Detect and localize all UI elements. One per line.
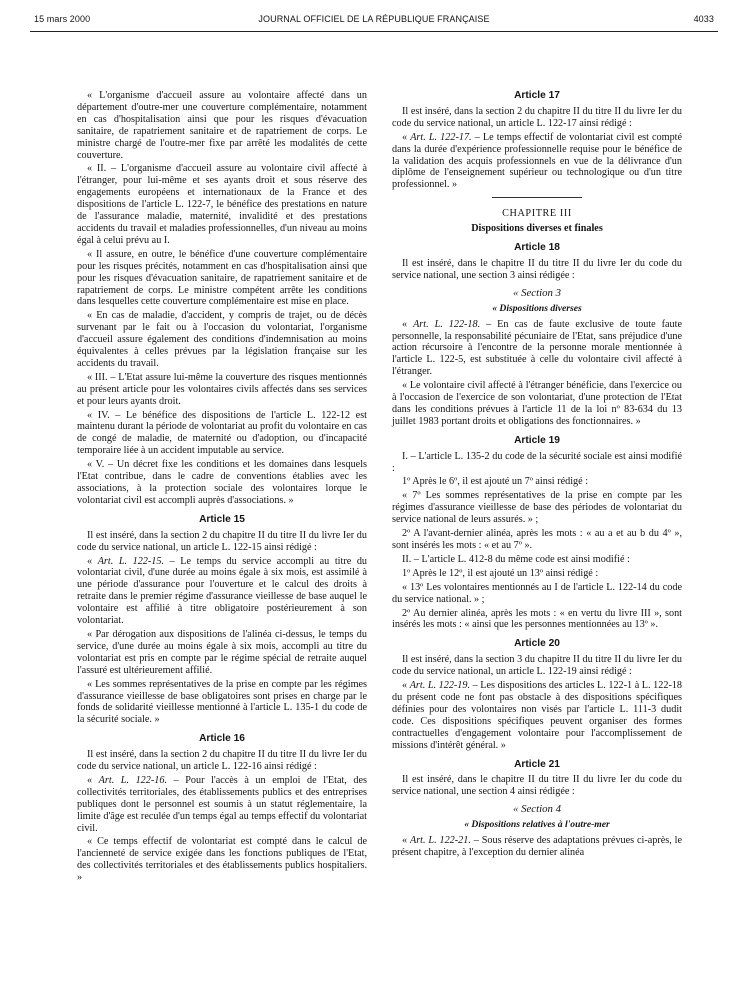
article-19-heading: Article 19 xyxy=(514,434,560,446)
paragraph-text: – Le temps du service accompli au titre du volontariat civil, d'une durée au moins égale à six mois, est assimilé à une période d'assurance pour l'ouverture et le calcul des droits à retraite dans le premier régime d'assurance vieillesse de base auquel le volontaire est affilié à titre obligatoire postérieurement à son volontariat. xyxy=(77,555,368,627)
article-reference: Art. L. 122-15. xyxy=(97,555,165,567)
article-16-heading: Article 16 xyxy=(199,733,245,745)
paragraph: II. – L'article L. 412-8 du même code est ainsi modifié : xyxy=(402,553,630,565)
article-reference: Art. L. 122-19. xyxy=(409,680,471,692)
paragraph: « Ce temps effectif de volontariat est compté dans le calcul de l'ancienneté de service exigée dans les fonctions publiques de l'Etat, des collectivités territoriales et des établissements publics hospitaliers. » xyxy=(77,836,367,884)
article-reference: Art. L. 122-16. xyxy=(98,774,167,786)
header-date: 15 mars 2000 xyxy=(34,14,91,24)
section-3-title: « Section 3 xyxy=(513,286,561,299)
paragraph: 1º Après le 12º, il est ajouté un 13º ainsi rédigé : xyxy=(402,567,599,579)
chapter-subtitle: Dispositions diverses et finales xyxy=(471,223,603,235)
paragraph: « III. – L'Etat assure lui-même la couverture des risques mentionnés au présent article pour les volontaires civils affectés dans ses services et pour leurs ayants droit. xyxy=(77,371,367,407)
left-column xyxy=(77,90,367,886)
paragraph: « 7º Les sommes représentatives de la prise en compte par les régimes d'assurance vieillesse de base des périodes de volontariat du service national de leurs assurés. » ; xyxy=(392,490,682,526)
paragraph: « 13º Les volontaires mentionnés au I de l'article L. 122-14 du code du service national. » ; xyxy=(392,581,682,605)
article-reference: Art. L. 122-21. xyxy=(409,835,471,847)
paragraph: « Il assure, en outre, le bénéfice d'une couverture complémentaire pour les risques précités, notamment en cas d'hospitalisation ainsi que pour les risques d'évacuation sanitaire, de rapatriement sanitaire et de rapatriement de corps. Le ministre compétent arrête les conditions dans lesquelles cette couverture complémentaire est mise en place. xyxy=(77,248,367,308)
paragraph: Il est inséré, dans la section 2 du chapitre II du titre II du livre Ier du code du service national, un article L. 122-15 ainsi rédigé : xyxy=(77,529,367,553)
paragraph: « Art. L. 122-18. – En cas de faute exclusive de toute faute personnelle, la responsabilité pécuniaire de l'Etat, sans préjudice d'une action récursoire à l'encontre de la personne morale mentionnée à l'article L. 122-5, est substituée à celle du volontaire civil affecté à l'étranger. xyxy=(392,318,683,378)
paragraph: « Art. L. 122-17. – Le temps effectif de volontariat civil est compté dans la durée d'expérience professionnelle requise pour le bénéfice de la validation des acquis professionnels en vue de la délivrance d'un diplôme de l'enseignement supérieur ou technologique ou d'un titre professionnel. » xyxy=(392,131,683,191)
paragraph-text: – Les dispositions des articles L. 122-1 à L. 122-18 du présent code ne font pas obstacle à des dispositions spécifiques définies pour des volontaires non visés par l'article L. 111-3 dudit code. Ces dispositions spécifiques peuvent organiser des formes contractuelles d'engagement volontaire pour l'accomplissement de missions d'intérêt général. » xyxy=(392,680,683,751)
paragraph: Il est inséré, dans le chapitre II du titre II du livre Ier du code du service national, une section 4 ainsi rédigée : xyxy=(392,774,682,798)
page-header xyxy=(0,14,748,30)
paragraph-text: – En cas de faute exclusive de toute faute personnelle, la responsabilité pécuniaire de l'Etat, sans préjudice d'une action récursoire à l'encontre de la personne morale mentionnée à l'article L. 122-5, est substituée à celle du volontaire civil affecté à l'étranger. xyxy=(392,318,683,378)
paragraph: Il est inséré, dans la section 2 du chapitre II du titre II du livre Ier du code du service national, un article L. 122-17 ainsi rédigé : xyxy=(392,105,682,129)
paragraph: Il est inséré, dans le chapitre II du titre II du livre Ier du code du service national, une section 3 ainsi rédigée : xyxy=(392,257,682,281)
header-page-number: 4033 xyxy=(693,14,714,24)
article-18-heading: Article 18 xyxy=(514,242,560,254)
chapter-title: CHAPITRE III xyxy=(502,208,572,220)
paragraph: « Par dérogation aux dispositions de l'alinéa ci-dessus, le temps du service, d'une durée au moins égale à six mois, accompli au titre du volontariat est pris en compte par le régime spécial de retraite auquel l'assuré est ultérieurement affilié. xyxy=(77,628,367,676)
paragraph: « IV. – Le bénéfice des dispositions de l'article L. 122-12 est maintenu durant la période de volontariat au profit du volontaire en cas de congé de maladie, de maternité ou d'adoption, ou d'incapacité temporaire liée à un accident imputable au service. xyxy=(77,409,367,457)
section-4-title: « Section 4 xyxy=(513,803,561,816)
paragraph: « Le volontaire civil affecté à l'étranger bénéficie, dans l'exercice ou à l'occasion de l'exercice de son volontariat, d'une protection de l'Etat dans les conditions prévues à l'article 11 de la loi nº 83-634 du 13 juillet 1983 portant droits et obligations des fonctionnaires. » xyxy=(392,380,682,427)
section-4-subtitle: « Dispositions relatives à l'outre-mer xyxy=(464,819,610,831)
article-reference: Art. L. 122-18. xyxy=(413,318,481,330)
paragraph: I. – L'article L. 135-2 du code de la sécurité sociale est ainsi modifié : xyxy=(392,450,682,474)
section-3-subtitle: « Dispositions diverses xyxy=(492,302,582,314)
paragraph: 2º A l'avant-dernier alinéa, après les mots : « au a et au b du 4º », sont insérés les mots : « et au 7º ». xyxy=(392,528,682,551)
paragraph-text: – Le temps effectif de volontariat civil est compté dans la durée d'expérience professionnelle requise pour le bénéfice de la validation des acquis professionnels en vue de la délivrance d'un diplôme de l'enseignement supérieur ou technologique ou d'un titre professionnel. » xyxy=(392,131,683,191)
paragraph-text: – Pour l'accès à un emploi de l'Etat, des collectivités territoriales, des établissements publics et des entreprises publiques dont le personnel est soumis à un statut réglementaire, la limite d'âge est reculée d'un temps égal au temps effectif du volontariat civil. xyxy=(77,774,368,834)
header-title: JOURNAL OFFICIEL DE LA RÉPUBLIQUE FRANÇAISE xyxy=(258,14,490,24)
paragraph: 1º Après le 6º, il est ajouté un 7º ainsi rédigé : xyxy=(402,476,589,488)
paragraph: « Art. L. 122-16. – Pour l'accès à un emploi de l'Etat, des collectivités territoriales, des établissements publics et des entreprises publiques dont le personnel est soumis à un statut réglementaire, la limite d'âge est reculée d'un temps égal au temps effectif du volontariat civil. xyxy=(77,774,368,834)
paragraph: « L'organisme d'accueil assure au volontaire affecté dans un département d'outre-mer une couverture complémentaire, notamment en cas d'hospitalisation ainsi que pour les risques d'évacuation sanitaire, de rapatriement sanitaire et de rapatriement de corps. Le ministre chargé de l'outre-mer fixe par arrêté les modalités de cette couverture. xyxy=(77,90,367,161)
article-15-heading: Article 15 xyxy=(199,513,245,525)
paragraph: « En cas de maladie, d'accident, y compris de trajet, ou de décès survenant par le fait ou à l'occasion du volontariat, l'organisme d'accueil assure également des conditions d'indemnisation au moins équivalentes à celles prévues par la législation française sur les accidents du travail. xyxy=(77,310,367,369)
paragraph: Il est inséré, dans la section 2 du chapitre II du titre II du livre Ier du code du service national, un article L. 122-16 ainsi rédigé : xyxy=(77,749,367,773)
paragraph: « Art. L. 122-15. – Le temps du service accompli au titre du volontariat civil, d'une durée au moins égale à six mois, est assimilé à une période d'assurance pour l'ouverture et le calcul des droits à retraite dans le premier régime d'assurance vieillesse de base auquel le volontaire est affilié à titre obligatoire postérieurement à son volontariat. xyxy=(77,555,368,627)
paragraph: « Les sommes représentatives de la prise en compte par les régimes d'assurance vieillesse de base obligatoires sont prises en charge par le fonds de solidarité vieillesse mentionné à l'article L. 135-1 du code de la sécurité sociale. » xyxy=(77,678,367,726)
article-17-heading: Article 17 xyxy=(514,90,560,101)
paragraph: « V. – Un décret fixe les conditions et les domaines dans lesquels l'Etat contribue, dans le cadre de conventions établies avec les associations, à la protection sociale des volontaires lorque le volontariat civil est accompli auprès d'associations. » xyxy=(77,459,367,506)
paragraph: « Art. L. 122-21. – Sous réserve des adaptations prévues ci-après, le présent chapitre, à l'exception du dernier alinéa xyxy=(392,835,682,858)
article-21-heading: Article 21 xyxy=(514,758,560,770)
article-20-heading: Article 20 xyxy=(514,638,560,650)
header-rule xyxy=(30,31,718,32)
paragraph-text: – Sous réserve des adaptations prévues ci-après, le présent chapitre, à l'exception du dernier alinéa xyxy=(392,835,682,858)
paragraph: « Art. L. 122-19. – Les dispositions des articles L. 122-1 à L. 122-18 du présent code ne font pas obstacle à des dispositions spécifiques définies pour des volontaires non visés par l'article L. 111-3 dudit code. Ces dispositions spécifiques peuvent organiser des formes contractuelles d'engagement volontaire pour l'accomplissement de missions d'intérêt général. » xyxy=(392,680,683,751)
section-divider xyxy=(492,197,582,198)
paragraph: Il est inséré, dans la section 3 du chapitre II du titre II du livre Ier du code du service national, un article L. 122-19 ainsi rédigé : xyxy=(392,654,682,678)
article-reference: Art. L. 122-17. xyxy=(410,131,472,143)
paragraph: 2º Au dernier alinéa, après les mots : « en vertu du livre III », sont insérés les mots : « ainsi que les personnes mentionnées au 13º ». xyxy=(392,607,682,631)
paragraph: « II. – L'organisme d'accueil assure au volontaire civil affecté à l'étranger, pour lui-même et ses ayants droit et sous réserve des engagements européens et internationaux de la France et des dispositions de l'article L. 122-7, le bénéfice des prestations en nature de l'assurance maladie, maternité, invalidité et des prestations accidents du travail et maladies professionnelles, d'un niveau au moins égal à celui prévu au I. xyxy=(77,163,367,246)
right-column xyxy=(392,90,682,861)
